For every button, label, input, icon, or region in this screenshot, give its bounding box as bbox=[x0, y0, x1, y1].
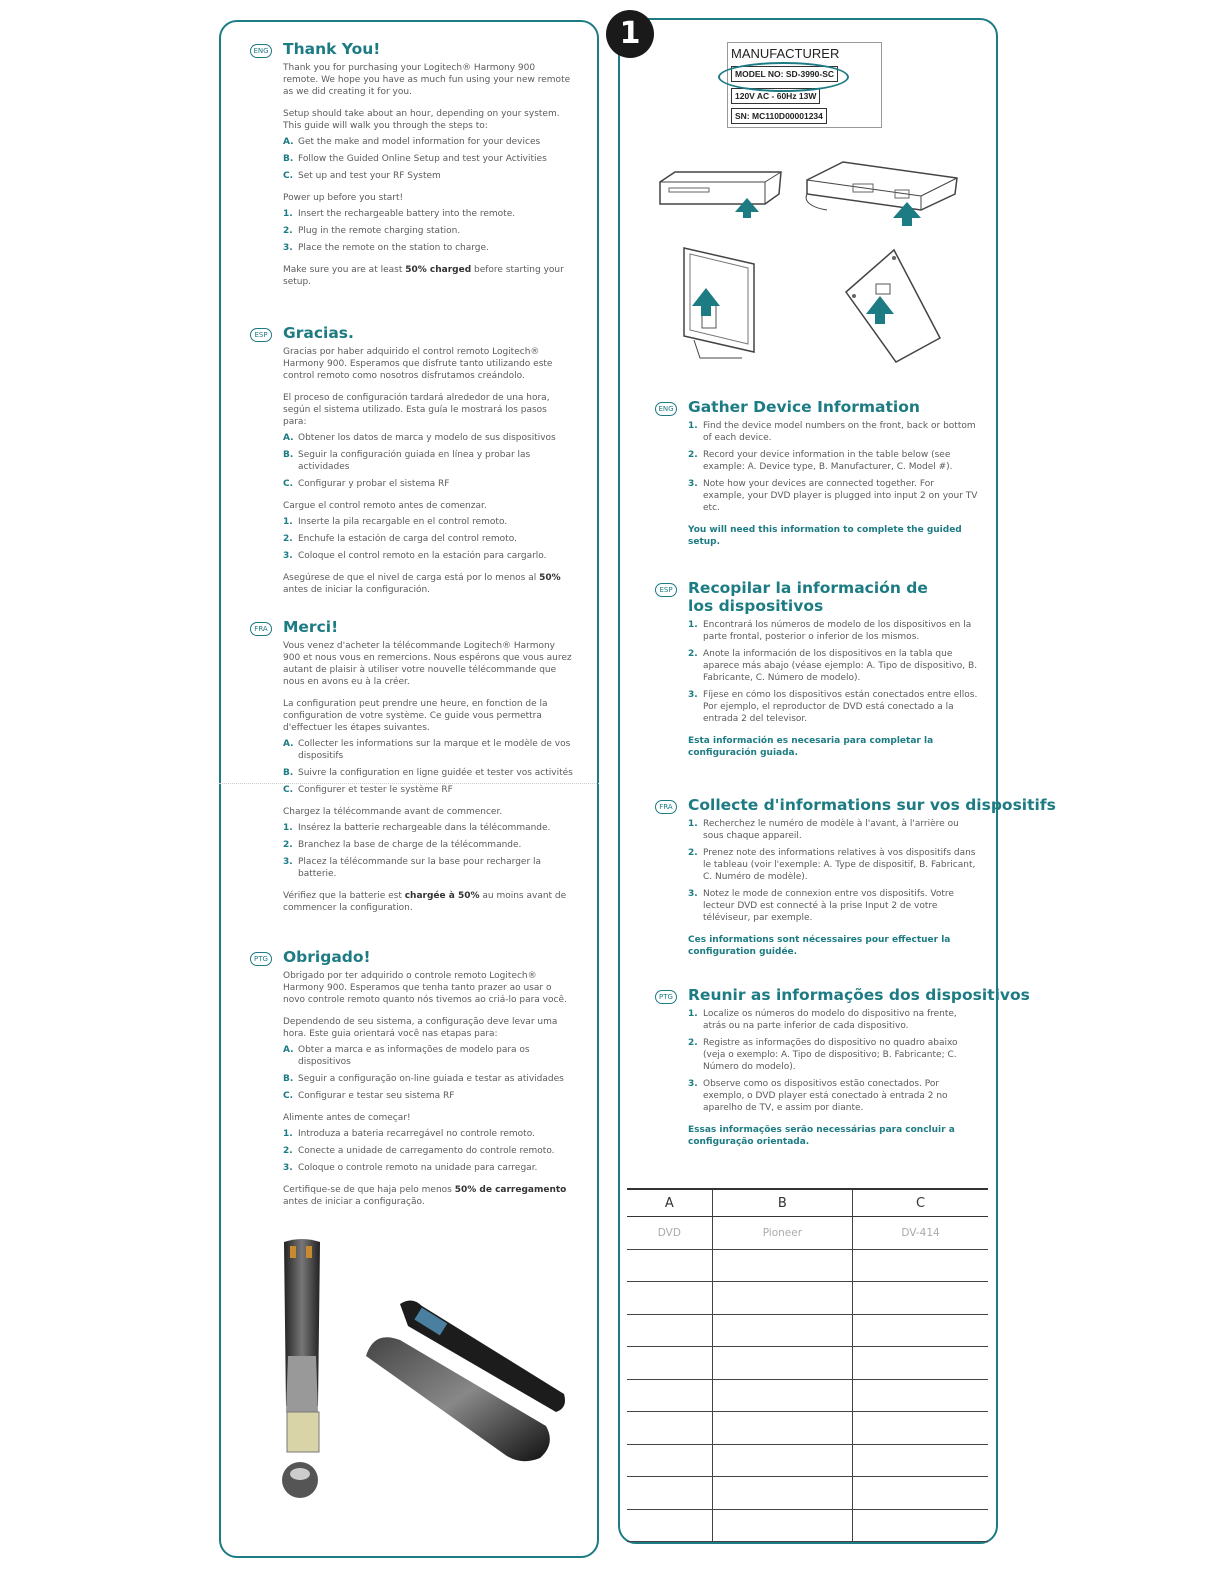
step-marker: C. bbox=[283, 479, 294, 489]
setup-text: La configuration peut prendre une heure, en fonction de la configuration de votre système. Ce guide vous permettra d'effectuer les étapes suivantes. bbox=[283, 699, 548, 733]
step-item bbox=[283, 170, 573, 182]
blank-cell[interactable] bbox=[853, 1412, 988, 1445]
step-text: Placez la télécommande sur la base pour recharger la batterie. bbox=[298, 857, 542, 879]
step-marker: 2. bbox=[283, 534, 293, 544]
step-marker: B. bbox=[283, 1074, 294, 1084]
step-marker: B. bbox=[283, 154, 294, 164]
step-item bbox=[688, 619, 978, 643]
step-text: Registre as informações do dispositivo no quadro abaixo (veja o exemplo: A. Tipo de dispositivo; B. Fabricante; C. Número do modelo). bbox=[703, 1038, 958, 1072]
step-text: Suivre la configuration en ligne guidée et tester vos activités bbox=[298, 768, 573, 778]
blank-cell[interactable] bbox=[627, 1412, 712, 1445]
blank-cell[interactable] bbox=[712, 1314, 852, 1347]
step-marker: 1. bbox=[688, 1009, 698, 1019]
table-row bbox=[627, 1249, 988, 1282]
step-item bbox=[688, 420, 978, 444]
intro-text: Obrigado por ter adquirido o controle remoto Logitech® Harmony 900. Esperamos que tenha tanto prazer ao usar o novo controle remoto quanto nós tivemos ao criá-lo para você. bbox=[283, 971, 567, 1005]
table-header-row bbox=[627, 1189, 988, 1217]
step-list bbox=[283, 432, 573, 490]
language-badge: ESP bbox=[250, 328, 272, 342]
power-step-item bbox=[283, 856, 573, 880]
step-item bbox=[283, 767, 573, 779]
table-row bbox=[627, 1217, 988, 1250]
step-list bbox=[688, 619, 978, 725]
device-bottom-illustration bbox=[840, 246, 944, 366]
step-text: Configurer et tester le système RF bbox=[298, 785, 453, 795]
step-text: Set up and test your RF System bbox=[298, 171, 441, 181]
step-text: Inserte la pila recargable en el control remoto. bbox=[298, 517, 508, 527]
label-model: MODEL NO: SD-3990-SC bbox=[731, 66, 838, 82]
step-marker: 3. bbox=[688, 889, 698, 899]
info-note: You will need this information to complete the guided setup. bbox=[688, 525, 962, 547]
step-marker: 1. bbox=[688, 620, 698, 630]
language-badge: ENG bbox=[655, 402, 677, 416]
device-info-table bbox=[627, 1188, 988, 1542]
model-highlight-ellipse bbox=[718, 62, 849, 92]
power-step-item bbox=[283, 225, 573, 237]
step-marker: C. bbox=[283, 171, 294, 181]
step-marker: 3. bbox=[283, 857, 293, 867]
blank-cell[interactable] bbox=[712, 1444, 852, 1477]
step-marker: 2. bbox=[283, 226, 293, 236]
step-marker: 1. bbox=[688, 421, 698, 431]
section-body bbox=[688, 619, 978, 769]
section-title: Gather Device Information bbox=[688, 398, 920, 416]
intro-text: Thank you for purchasing your Logitech® Harmony 900 remote. We hope you have as much fun using your new remote as we did creating it for you. bbox=[283, 63, 571, 97]
step-marker: 3. bbox=[688, 1079, 698, 1089]
blank-cell[interactable] bbox=[853, 1314, 988, 1347]
charge-note: Make sure you are at least 50% charged before starting your setup. bbox=[283, 265, 564, 287]
section-title: Collecte d'informations sur vos dispositifs bbox=[688, 796, 1056, 814]
step-marker: 3. bbox=[688, 690, 698, 700]
step-marker: 2. bbox=[283, 1146, 293, 1156]
intro-text: Gracias por haber adquirido el control remoto Logitech® Harmony 900. Esperamos que disfrute tanto utilizando este control remoto como nosotros disfrutamos creándolo. bbox=[283, 347, 553, 381]
step-item bbox=[688, 818, 978, 842]
step-text: Seguir a configuração on-line guiada e testar as atividades bbox=[298, 1074, 564, 1084]
blank-cell[interactable] bbox=[853, 1249, 988, 1282]
step-list bbox=[283, 136, 573, 182]
blank-cell[interactable] bbox=[712, 1509, 852, 1542]
setup-text: El proceso de configuración tardará alrededor de una hora, según el sistema utilizado. Esta guía le mostrará los pasos para: bbox=[283, 393, 550, 427]
step-item bbox=[688, 449, 978, 473]
tv-back-illustration bbox=[680, 244, 758, 360]
table-row bbox=[627, 1412, 988, 1445]
language-badge: ESP bbox=[655, 583, 677, 597]
step-marker: 3. bbox=[283, 243, 293, 253]
power-text: Cargue el control remoto antes de comenzar. bbox=[283, 501, 487, 511]
step-marker: 2. bbox=[688, 1038, 698, 1048]
table-body bbox=[627, 1217, 988, 1542]
step-item bbox=[688, 478, 978, 514]
step-text: Coloque el control remoto en la estación para cargarlo. bbox=[298, 551, 547, 561]
step-item bbox=[283, 1090, 573, 1102]
example-cell: DV-414 bbox=[853, 1217, 988, 1250]
step-text: Follow the Guided Online Setup and test your Activities bbox=[298, 154, 547, 164]
remote-with-battery-illustration bbox=[276, 1236, 328, 1502]
step-marker: A. bbox=[283, 433, 294, 443]
charge-note: Vérifiez que la batterie est chargée à 50% au moins avant de commencer la configuration. bbox=[283, 891, 567, 913]
step-item bbox=[688, 689, 978, 725]
step-list bbox=[283, 738, 573, 796]
step-text: Obtener los datos de marca y modelo de sus dispositivos bbox=[298, 433, 556, 443]
section-title: Obrigado! bbox=[283, 948, 371, 966]
step-text: Branchez la base de charge de la télécommande. bbox=[298, 840, 522, 850]
step-item bbox=[283, 738, 573, 762]
step-text: Collecter les informations sur la marque et le modèle de vos dispositifs bbox=[298, 739, 571, 761]
step-item bbox=[688, 1078, 978, 1114]
blank-cell[interactable] bbox=[853, 1477, 988, 1510]
info-note: Essas informações serão necessárias para concluir a configuração orientada. bbox=[688, 1125, 955, 1147]
dvd-player-illustration bbox=[655, 168, 785, 220]
charge-note: Certifique-se de que haja pelo menos 50% de carregamento antes de iniciar a configuração. bbox=[283, 1185, 567, 1207]
step-marker: 2. bbox=[283, 840, 293, 850]
step-marker: 3. bbox=[283, 1163, 293, 1173]
section-title: Reunir as informações dos dispositivos bbox=[688, 986, 1030, 1004]
step-text: Insérez la batterie rechargeable dans la télécommande. bbox=[298, 823, 551, 833]
table-row bbox=[627, 1347, 988, 1380]
blank-cell[interactable] bbox=[627, 1249, 712, 1282]
blank-cell[interactable] bbox=[627, 1509, 712, 1542]
step-marker: A. bbox=[283, 1045, 294, 1055]
table-row bbox=[627, 1282, 988, 1315]
section-body bbox=[283, 346, 573, 606]
step-item bbox=[688, 888, 978, 924]
power-step-list bbox=[283, 208, 573, 254]
power-step-item bbox=[283, 550, 573, 562]
step-marker: C. bbox=[283, 785, 294, 795]
section-body bbox=[283, 640, 573, 924]
blank-cell[interactable] bbox=[712, 1347, 852, 1380]
step-marker: A. bbox=[283, 739, 294, 749]
blank-cell[interactable] bbox=[853, 1509, 988, 1542]
step-text: Conecte a unidade de carregamento do controle remoto. bbox=[298, 1146, 555, 1156]
step-item bbox=[283, 153, 573, 165]
step-marker: 1. bbox=[283, 1129, 293, 1139]
step-text: Note how your devices are connected together. For example, your DVD player is plugged into input 2 on your TV etc. bbox=[703, 479, 978, 513]
power-text: Chargez la télécommande avant de commencer. bbox=[283, 807, 503, 817]
step-item bbox=[688, 648, 978, 684]
power-step-item bbox=[283, 1145, 573, 1157]
intro-text: Vous venez d'acheter la télécommande Logitech® Harmony 900 et nous vous en remercions. Nous espérons que vous aurez autant de plaisir à utiliser votre nouvelle télécommande que nous en avons eu à la créer. bbox=[283, 641, 572, 687]
section-title: Recopilar la información de los dispositivos bbox=[688, 579, 928, 615]
step-marker: 3. bbox=[283, 551, 293, 561]
language-badge: ENG bbox=[250, 44, 272, 58]
step-list bbox=[688, 420, 978, 514]
step-text: Record your device information in the table below (see example: A. Device type, B. Manufacturer, C. Model #). bbox=[703, 450, 953, 472]
step-item bbox=[283, 784, 573, 796]
power-step-item bbox=[283, 1128, 573, 1140]
power-step-item bbox=[283, 208, 573, 220]
power-step-list bbox=[283, 822, 573, 880]
step-text: Fíjese en cómo los dispositivos están conectados entre ellos. Por ejemplo, el reproductor de DVD está conectado a la entrada 2 del televisor. bbox=[703, 690, 978, 724]
power-step-item bbox=[283, 822, 573, 834]
charge-note: Asegúrese de que el nivel de carga está por lo menos al 50% antes de iniciar la configuración. bbox=[283, 573, 561, 595]
blank-cell[interactable] bbox=[627, 1347, 712, 1380]
section-body bbox=[283, 62, 573, 298]
setup-text: Setup should take about an hour, depending on your system. This guide will walk you through the steps to: bbox=[283, 109, 560, 131]
power-step-item bbox=[283, 839, 573, 851]
info-note: Ces informations sont nécessaires pour effectuer la configuration guidée. bbox=[688, 935, 951, 957]
section-title: Gracias. bbox=[283, 324, 354, 342]
step-text: Insert the rechargeable battery into the remote. bbox=[298, 209, 516, 219]
table-row bbox=[627, 1477, 988, 1510]
step-text: Encontrará los números de modelo de los dispositivos en la parte frontal, posterior o inferior de los mismos. bbox=[703, 620, 972, 642]
language-badge: FRA bbox=[655, 800, 677, 814]
remote-on-charger-illustration bbox=[360, 1296, 568, 1466]
blank-cell[interactable] bbox=[627, 1314, 712, 1347]
step-text: Get the make and model information for your devices bbox=[298, 137, 541, 147]
receiver-illustration bbox=[803, 158, 961, 228]
step-text: Notez le mode de connexion entre vos dispositifs. Votre lecteur DVD est connecté à la prise Input 2 de votre téléviseur, par exemple. bbox=[703, 889, 954, 923]
blank-cell[interactable] bbox=[853, 1347, 988, 1380]
blank-cell[interactable] bbox=[712, 1477, 852, 1510]
table-row bbox=[627, 1314, 988, 1347]
language-badge: PTG bbox=[655, 990, 677, 1004]
blank-cell[interactable] bbox=[627, 1282, 712, 1315]
step-list bbox=[688, 818, 978, 924]
step-text: Seguir la configuración guiada en línea y probar las actividades bbox=[298, 450, 531, 472]
step-list bbox=[688, 1008, 978, 1114]
step-list bbox=[283, 1044, 573, 1102]
blank-cell[interactable] bbox=[712, 1412, 852, 1445]
section-body bbox=[688, 818, 978, 968]
step-marker: 1. bbox=[688, 819, 698, 829]
section-body bbox=[688, 420, 978, 558]
step-item bbox=[688, 1037, 978, 1073]
example-cell: Pioneer bbox=[712, 1217, 852, 1250]
step-marker: 2. bbox=[688, 649, 698, 659]
power-text: Power up before you start! bbox=[283, 193, 404, 203]
step-text: Prenez note des informations relatives à vos dispositifs dans le tableau (voir l'exemple: A. Type de dispositif, B. Fabricant, C. Numéro de modèle). bbox=[703, 848, 976, 882]
blank-cell[interactable] bbox=[712, 1249, 852, 1282]
step-text: Localize os números do modelo do dispositivo na frente, atrás ou na parte inferior de cada dispositivo. bbox=[703, 1009, 957, 1031]
power-step-item bbox=[283, 533, 573, 545]
step-item bbox=[283, 478, 573, 490]
step-marker: 1. bbox=[283, 823, 293, 833]
language-badge: PTG bbox=[250, 952, 272, 966]
power-step-item bbox=[283, 242, 573, 254]
step-text: Plug in the remote charging station. bbox=[298, 226, 461, 236]
setup-text: Dependendo de seu sistema, a configuração deve levar uma hora. Este guia orientará você nas etapas para: bbox=[283, 1017, 558, 1039]
step-marker: 2. bbox=[688, 848, 698, 858]
step-marker: B. bbox=[283, 450, 294, 460]
section-body bbox=[283, 970, 573, 1218]
power-step-item bbox=[283, 1162, 573, 1174]
step-text: Enchufe la estación de carga del control remoto. bbox=[298, 534, 517, 544]
step-text: Place the remote on the station to charge. bbox=[298, 243, 489, 253]
blank-cell[interactable] bbox=[712, 1282, 852, 1315]
step-marker: 1. bbox=[283, 517, 293, 527]
step-text: Find the device model numbers on the front, back or bottom of each device. bbox=[703, 421, 976, 443]
step-item bbox=[283, 1044, 573, 1068]
step-item bbox=[283, 136, 573, 148]
power-step-list bbox=[283, 516, 573, 562]
blank-cell[interactable] bbox=[853, 1444, 988, 1477]
blank-cell[interactable] bbox=[712, 1379, 852, 1412]
step-text: Introduza a bateria recarregável no controle remoto. bbox=[298, 1129, 535, 1139]
step-marker: A. bbox=[283, 137, 294, 147]
step-item bbox=[688, 1008, 978, 1032]
step-item bbox=[283, 432, 573, 444]
power-step-list bbox=[283, 1128, 573, 1174]
section-body bbox=[688, 1008, 978, 1158]
blank-cell[interactable] bbox=[627, 1444, 712, 1477]
language-badge: FRA bbox=[250, 622, 272, 636]
info-note: Esta información es necesaria para completar la configuración guiada. bbox=[688, 736, 934, 758]
blank-cell[interactable] bbox=[853, 1282, 988, 1315]
power-step-item bbox=[283, 516, 573, 528]
section-title: Merci! bbox=[283, 618, 339, 636]
blank-cell[interactable] bbox=[853, 1379, 988, 1412]
label-power: 120V AC - 60Hz 13W bbox=[731, 88, 820, 104]
step-item bbox=[283, 1073, 573, 1085]
step-text: Configurar y probar el sistema RF bbox=[298, 479, 450, 489]
table-row bbox=[627, 1444, 988, 1477]
step-text: Obter a marca e as informações de modelo para os dispositivos bbox=[298, 1045, 530, 1067]
blank-cell[interactable] bbox=[627, 1477, 712, 1510]
step-text: Configurar e testar seu sistema RF bbox=[298, 1091, 455, 1101]
label-serial: SN: MC110D00001234 bbox=[731, 108, 827, 124]
power-text: Alimente antes de começar! bbox=[283, 1113, 411, 1123]
step-marker: C. bbox=[283, 1091, 294, 1101]
step-marker: B. bbox=[283, 768, 294, 778]
column-header: C bbox=[853, 1189, 988, 1217]
step-item bbox=[283, 449, 573, 473]
column-header: A bbox=[627, 1189, 712, 1217]
step-text: Coloque o controle remoto na unidade para carregar. bbox=[298, 1163, 538, 1173]
step-text: Anote la información de los dispositivos en la tabla que aparece más abajo (véase ejemplo: A. Tipo de dispositivo, B. Fabricante, C. Número de modelo). bbox=[703, 649, 978, 683]
table-row bbox=[627, 1509, 988, 1542]
step-marker: 3. bbox=[688, 479, 698, 489]
step-text: Recherchez le numéro de modèle à l'avant, à l'arrière ou sous chaque appareil. bbox=[703, 819, 959, 841]
step-marker: 2. bbox=[688, 450, 698, 460]
step-item bbox=[688, 847, 978, 883]
column-header: B bbox=[712, 1189, 852, 1217]
section-title: Thank You! bbox=[283, 40, 381, 58]
blank-cell[interactable] bbox=[627, 1379, 712, 1412]
table-row bbox=[627, 1379, 988, 1412]
step-marker: 1. bbox=[283, 209, 293, 219]
example-cell: DVD bbox=[627, 1217, 712, 1250]
step-number-badge: 1 bbox=[606, 10, 654, 58]
label-title: MANUFACTURER bbox=[731, 46, 840, 61]
step-text: Observe como os dispositivos estão conectados. Por exemplo, o DVD player está conectado à entrada 2 no aparelho de TV, e assim por diante. bbox=[703, 1079, 948, 1113]
